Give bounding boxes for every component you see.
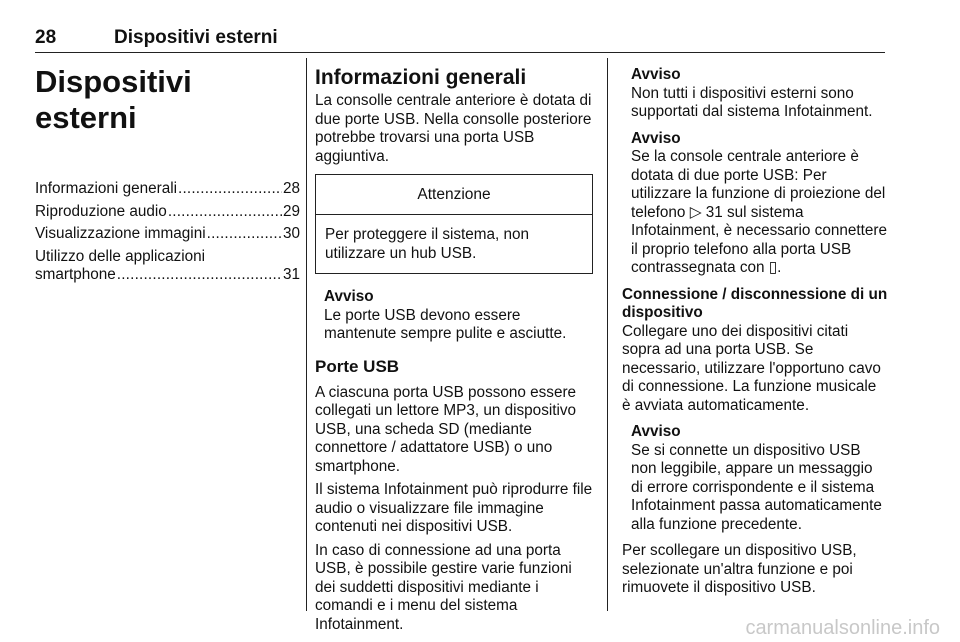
right-column: [622, 62, 888, 603]
note-text: Se si connette un dispositivo USB non leggibile, appare un messaggio di errore corrispondente e il sistema Infotainment passa automaticamente alla funzione precedente.: [631, 441, 882, 533]
note-label: Avviso: [631, 66, 681, 83]
paragraph: A ciascuna porta USB possono essere collegati un lettore MP3, un dispositivo USB, una scheda SD (mediante connettore / adattatore USB) o uno smartphone.: [315, 383, 577, 475]
paragraph: Per scollegare un dispositivo USB, selezionate un'altra funzione e poi rimuovete il dispositivo USB.: [622, 542, 857, 596]
toc-entry[interactable]: Utilizzo delle applicazioni smartphone ..... 31: [35, 248, 300, 285]
note: [622, 130, 888, 278]
column-divider: [306, 58, 307, 611]
table-of-contents: [35, 180, 300, 285]
caution-text: Per proteggere il sistema, non utilizzare un hub USB.: [325, 226, 530, 262]
note-label: Avviso: [631, 423, 681, 440]
middle-column: [315, 62, 593, 639]
page-header: [35, 8, 885, 53]
note-text: Non tutti i dispositivi esterni sono supportati dal sistema Infotainment.: [631, 84, 873, 120]
section-title: Informazioni generali: [315, 66, 527, 89]
toc-entry[interactable]: Visualizzazione immagini ..... 30: [35, 225, 300, 244]
page-number: 28: [35, 27, 57, 48]
note-text: Se la console centrale anteriore è dotata di due porte USB: Per utilizzare la funzione di proiezione del telefono: [631, 148, 886, 221]
note-label: Avviso: [631, 129, 681, 147]
paragraph: Il sistema Infotainment può riprodurre file audio o visualizzare file immagine contenuti nei dispositivi USB.: [315, 481, 593, 535]
usb-symbol-icon: ▯.: [768, 259, 782, 276]
note: [622, 423, 888, 534]
header-title: Dispositivi esterni: [114, 27, 278, 48]
intro-paragraph: La consolle centrale anteriore è dotata di due porte USB. Nella consolle posteriore potrebbe trovarsi una porta USB aggiuntiva.: [315, 92, 592, 165]
toc-entry[interactable]: Informazioni generali ..... 28: [35, 180, 300, 199]
paragraph: Collegare uno dei dispositivi citati sopra ad una porta USB. Se necessario, utilizzare l'opportuno cavo di connessione. La funzione musicale è avviata automaticamente.: [622, 322, 881, 414]
note-label: Avviso: [324, 288, 374, 305]
page-reference-icon[interactable]: ▷: [689, 203, 702, 221]
left-column: [35, 62, 300, 289]
chapter-title: Dispositivi esterni: [35, 64, 192, 135]
caution-box: [315, 174, 593, 274]
subsection-title: Porte USB: [315, 356, 400, 376]
subsection-title: Connessione / disconnessione di un dispositivo: [622, 285, 888, 321]
note-text: Le porte USB devono essere mantenute sempre pulite e asciutte.: [324, 306, 567, 342]
note-text: 31 sul sistema Infotainment, è necessario connettere il proprio telefono alla porta USB contrassegnata con: [631, 203, 887, 276]
watermark: carmanualsonline.info: [745, 617, 940, 639]
column-divider: [607, 58, 608, 611]
note: [315, 288, 593, 344]
note: [622, 66, 888, 122]
toc-entry[interactable]: Riproduzione audio ..... 29: [35, 203, 300, 222]
caution-heading: Attenzione: [316, 175, 592, 215]
paragraph: In caso di connessione ad una porta USB, è possibile gestire varie funzioni dei suddetti dispositivi mediante i comandi e i menu del sistema Infotainment.: [315, 541, 572, 633]
